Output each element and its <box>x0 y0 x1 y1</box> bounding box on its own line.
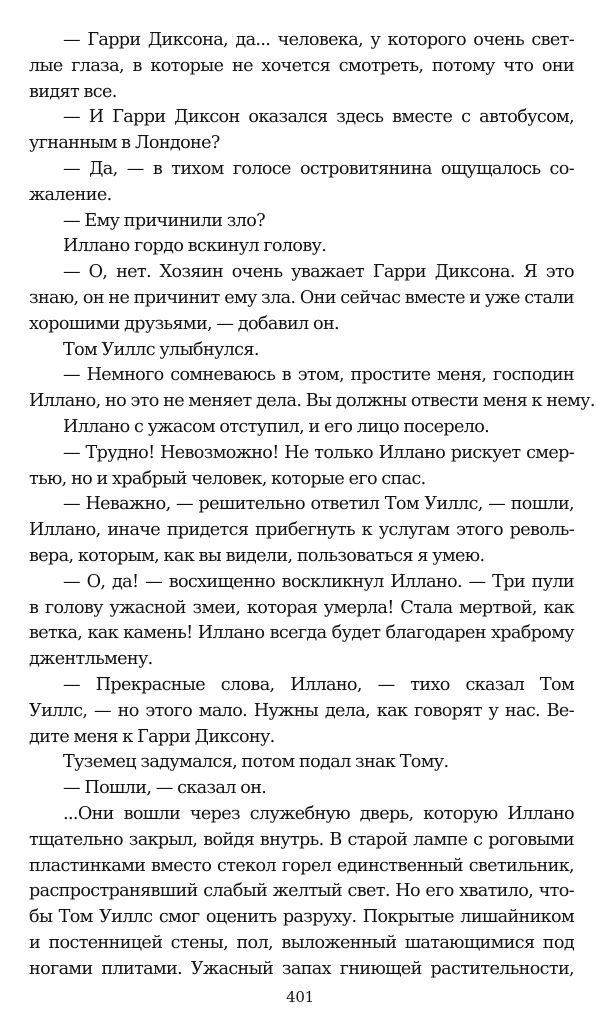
text-line: — О, да! — восхищенно воскликнул Иллано. — Три пули <box>63 571 574 592</box>
text-line: — И Гарри Диксон оказался здесь вместе с автобусом, <box>63 107 574 128</box>
text-line: — Пошли, — сказал он. <box>63 778 267 799</box>
text-line: лые глаза, в которые не хочется смотреть, потому что они <box>29 55 574 76</box>
text-line: вера, которым, как вы видели, пользоваться я умею. <box>29 545 485 566</box>
text-line: Том Уиллс улыбнулся. <box>63 339 259 360</box>
text-line: — О, нет. Хозяин очень уважает Гарри Диксона. Я это <box>63 262 574 283</box>
page-number: 401 <box>286 988 314 1006</box>
text-line: — Немного сомневаюсь в этом, простите меня, господин <box>63 365 574 386</box>
text-line: тщательно закрыл, войдя внутрь. В старой лампе с роговыми <box>29 829 574 850</box>
text-line: знаю, он не причинит ему зла. Они сейчас вместе и уже стали <box>29 287 574 308</box>
text-line: пластинками вместо стекол горел единственный светильник, <box>29 855 574 876</box>
text-line: жаление. <box>29 184 112 205</box>
text-line: ...Они вошли через служебную дверь, которую Иллано <box>63 803 574 824</box>
text-line: и постенницей стены, пол, выложенный шатающимися под <box>29 932 574 953</box>
text-line: Иллано с ужасом отступил, и его лицо посерело. <box>63 416 490 437</box>
text-line: ветка, как камень! Иллано всегда будет благодарен храброму <box>29 623 574 644</box>
text-line: Уиллс, — но этого мало. Нужны дела, как говорят у нас. Ве- <box>29 700 574 721</box>
text-line: — Прекрасные слова, Иллано, — тихо сказал Том <box>63 674 574 695</box>
text-line: — Да, — в тихом голосе островитянина ощущалось со- <box>63 158 574 179</box>
text-line: — Гарри Диксона, да... человека, у которого очень свет- <box>63 30 574 50</box>
text-line: распространявший слабый желтый свет. Но его хватило, что- <box>29 881 574 902</box>
text-line: тью, но и храбрый человек, которые его спас. <box>29 468 426 489</box>
text-line: хорошими друзьями, — добавил он. <box>29 313 339 334</box>
text-line: Иллано, иначе придется прибегнуть к услугам этого револь- <box>29 520 574 541</box>
text-line: Туземец задумался, потом подал знак Тому. <box>63 752 449 773</box>
text-line: Иллано, но это не меняет дела. Вы должны отвести меня к нему. <box>29 391 595 412</box>
text-line: в голову ужасной змеи, которая умерла! Стала мертвой, как <box>29 597 574 618</box>
text-line: ногами плитами. Ужасный запах гниющей растительности, <box>29 958 574 979</box>
text-line: — Неважно, — решительно ответил Том Уиллс, — пошли, <box>63 494 574 515</box>
text-line: Иллано гордо вскинул голову. <box>63 236 327 257</box>
text-line: дите меня к Гарри Диксону. <box>29 726 275 747</box>
text-line: бы Том Уиллс смог оценить разруху. Покрытые лишайником <box>29 907 574 928</box>
text-line: джентльмену. <box>29 649 153 670</box>
text-line: — Трудно! Невозможно! Не только Иллано рискует смер- <box>63 442 574 463</box>
page-text-body <box>29 28 595 982</box>
text-line: угнанным в Лондоне? <box>29 133 220 154</box>
text-line: — Ему причинили зло? <box>63 210 265 231</box>
text-line: видят все. <box>29 81 117 102</box>
